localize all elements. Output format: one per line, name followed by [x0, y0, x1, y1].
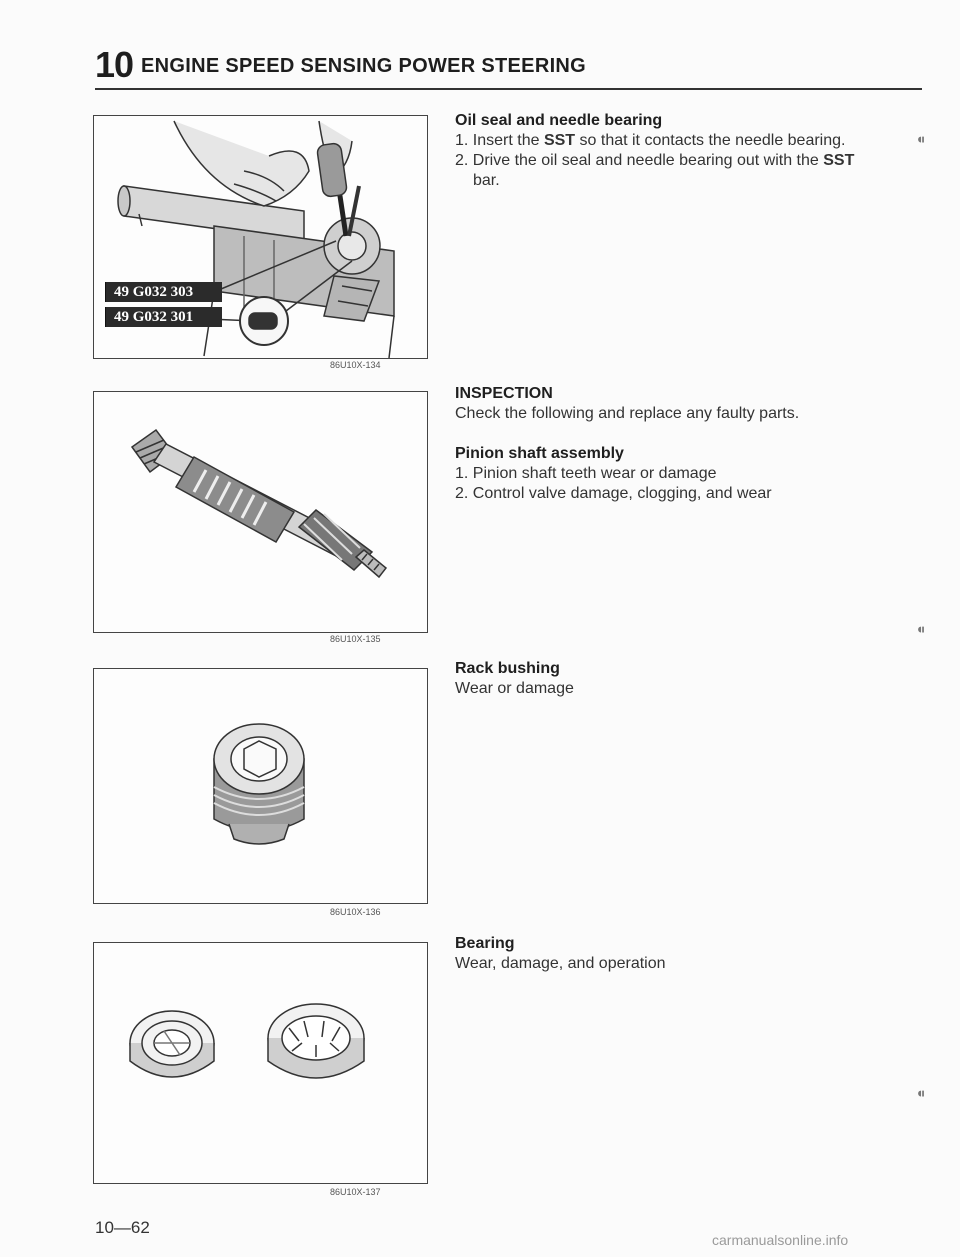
chapter-number: 10 [95, 44, 134, 85]
oil-seal-section [455, 111, 855, 191]
page-number: 10—62 [95, 1218, 150, 1237]
figure-id: 86U10X-136 [330, 907, 381, 917]
figure-id: 86U10X-137 [330, 1187, 381, 1197]
figure-id: 86U10X-134 [330, 360, 381, 370]
sst-label-303: 49 G032 303 [102, 282, 222, 302]
pinion-heading: Pinion shaft assembly [455, 445, 624, 462]
figure-bearings [93, 942, 428, 1184]
bearing-heading: Bearing [455, 935, 515, 952]
rack-bushing-section [455, 659, 855, 699]
bearing-section [455, 934, 855, 974]
oil-seal-step-2: 2. Drive the oil seal and needle bearing out with the SST bar. [455, 152, 855, 189]
figure-id: 86U10X-135 [330, 634, 381, 644]
page-header [95, 40, 922, 90]
bearing-text: Wear, damage, and operation [455, 955, 666, 972]
oil-seal-step-1: 1. Insert the SST so that it contacts the needle bearing. [455, 132, 846, 149]
inspection-intro: Check the following and replace any faulty parts. [455, 405, 800, 422]
margin-mark: ⁌ [916, 130, 926, 152]
pinion-shaft-illustration [94, 392, 427, 632]
rack-bushing-illustration [94, 669, 427, 903]
pinion-item: 2. Control valve damage, clogging, and wear [455, 485, 772, 502]
rack-bushing-text: Wear or damage [455, 680, 574, 697]
rack-bushing-heading: Rack bushing [455, 660, 560, 677]
margin-mark: ⁌ [916, 1084, 926, 1106]
watermark: carmanualsonline.info [712, 1232, 849, 1248]
pinion-item: 1. Pinion shaft teeth wear or damage [455, 465, 717, 482]
bearing-illustration [94, 943, 427, 1183]
margin-mark: ⁌ [916, 620, 926, 642]
figure-rack-bushing [93, 668, 428, 904]
figure-pinion-shaft [93, 391, 428, 633]
oil-seal-heading: Oil seal and needle bearing [455, 112, 663, 129]
sst-label-301: 49 G032 301 [102, 307, 222, 327]
chapter-title: ENGINE SPEED SENSING POWER STEERING [141, 55, 587, 77]
inspection-heading: INSPECTION [455, 385, 553, 402]
inspection-section [455, 384, 855, 504]
figure-sst-removal [93, 115, 428, 359]
